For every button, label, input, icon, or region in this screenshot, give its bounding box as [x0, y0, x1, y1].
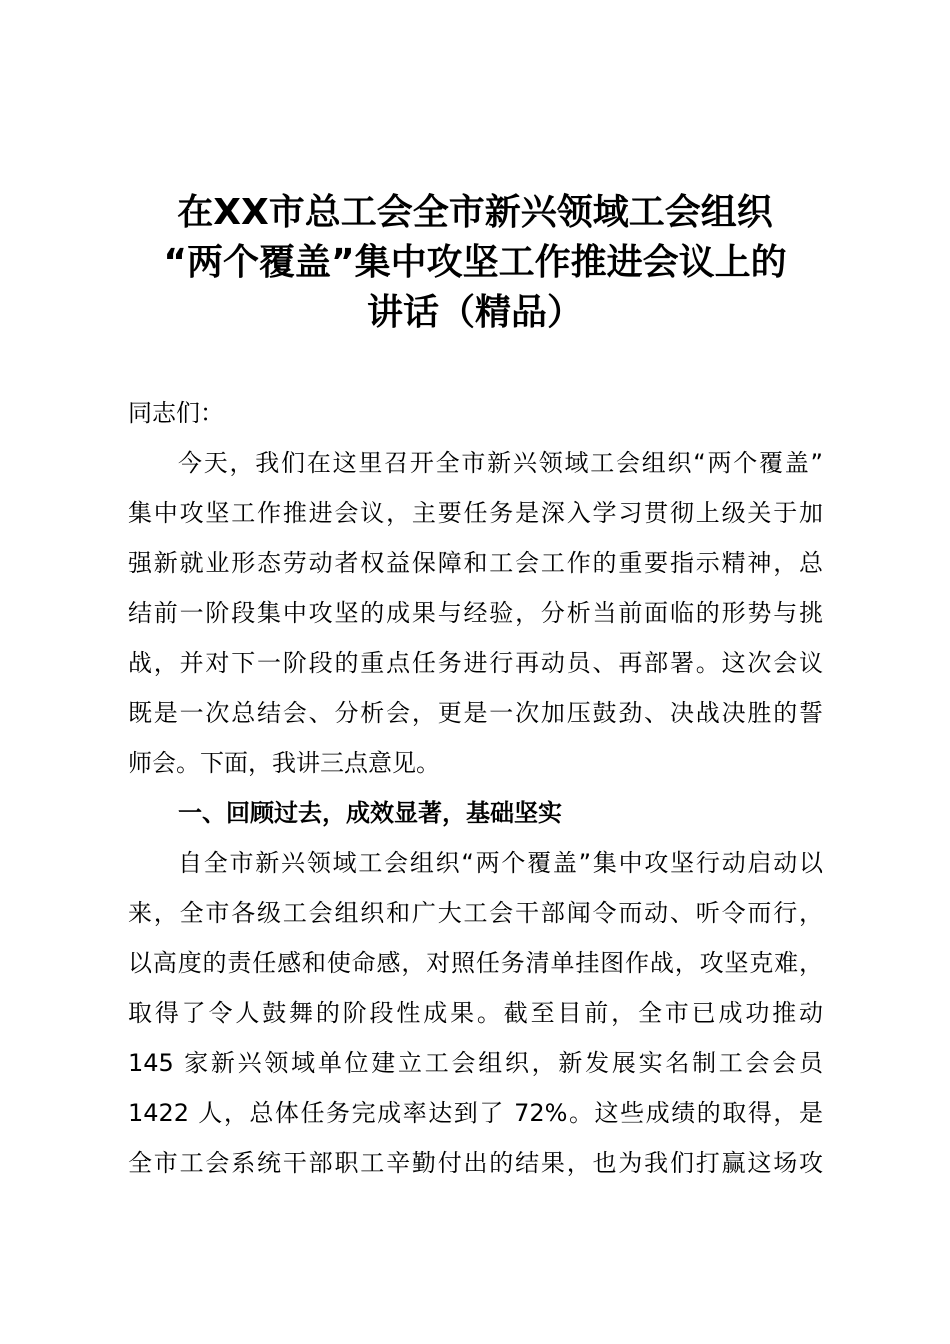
document-title	[0, 188, 950, 338]
salutation: 同志们：	[128, 399, 224, 427]
text-line: 战，并对下一阶段的重点任务进行再动员、再部署。这次会议	[128, 649, 823, 677]
text-line: 既是一次总结会、分析会，更是一次加压鼓劲、决战决胜的誓	[128, 699, 823, 727]
text-line: 师会。下面，我讲三点意见。	[128, 749, 440, 777]
paragraph	[128, 838, 823, 1188]
text-line: 取得了令人鼓舞的阶段性成果。截至目前，全市已成功推动	[128, 999, 823, 1027]
section-heading	[128, 788, 823, 838]
title-line: 在XX市总工会全市新兴领域工会组织	[177, 192, 773, 233]
text-line: 1422 人，总体任务完成率达到了 72%。这些成绩的取得，是	[128, 1099, 823, 1127]
document-body	[128, 388, 823, 1188]
text-line: 一、回顾过去，成效显著，基础坚实	[178, 799, 562, 827]
text-line: 集中攻坚工作推进会议，主要任务是深入学习贯彻上级关于加	[128, 499, 823, 527]
text-line: 强新就业形态劳动者权益保障和工会工作的重要指示精神，总	[128, 549, 823, 577]
text-line: 来，全市各级工会组织和广大工会干部闻令而动、听令而行，	[128, 899, 823, 927]
title-line: 讲话（精品）	[366, 292, 583, 333]
text-line: 145 家新兴领域单位建立工会组织，新发展实名制工会会员	[128, 1049, 823, 1077]
text-line: 全市工会系统干部职工辛勤付出的结果，也为我们打赢这场攻	[128, 1149, 823, 1177]
paragraph	[128, 438, 823, 788]
title-line: “两个覆盖”集中攻坚工作推进会议上的	[163, 242, 787, 283]
text-line: 结前一阶段集中攻坚的成果与经验，分析当前面临的形势与挑	[128, 599, 823, 627]
text-line: 自全市新兴领域工会组织“两个覆盖”集中攻坚行动启动以	[178, 849, 823, 877]
text-line: 今天，我们在这里召开全市新兴领域工会组织“两个覆盖”	[178, 449, 823, 477]
text-line: 以高度的责任感和使命感，对照任务清单挂图作战，攻坚克难，	[128, 949, 823, 977]
